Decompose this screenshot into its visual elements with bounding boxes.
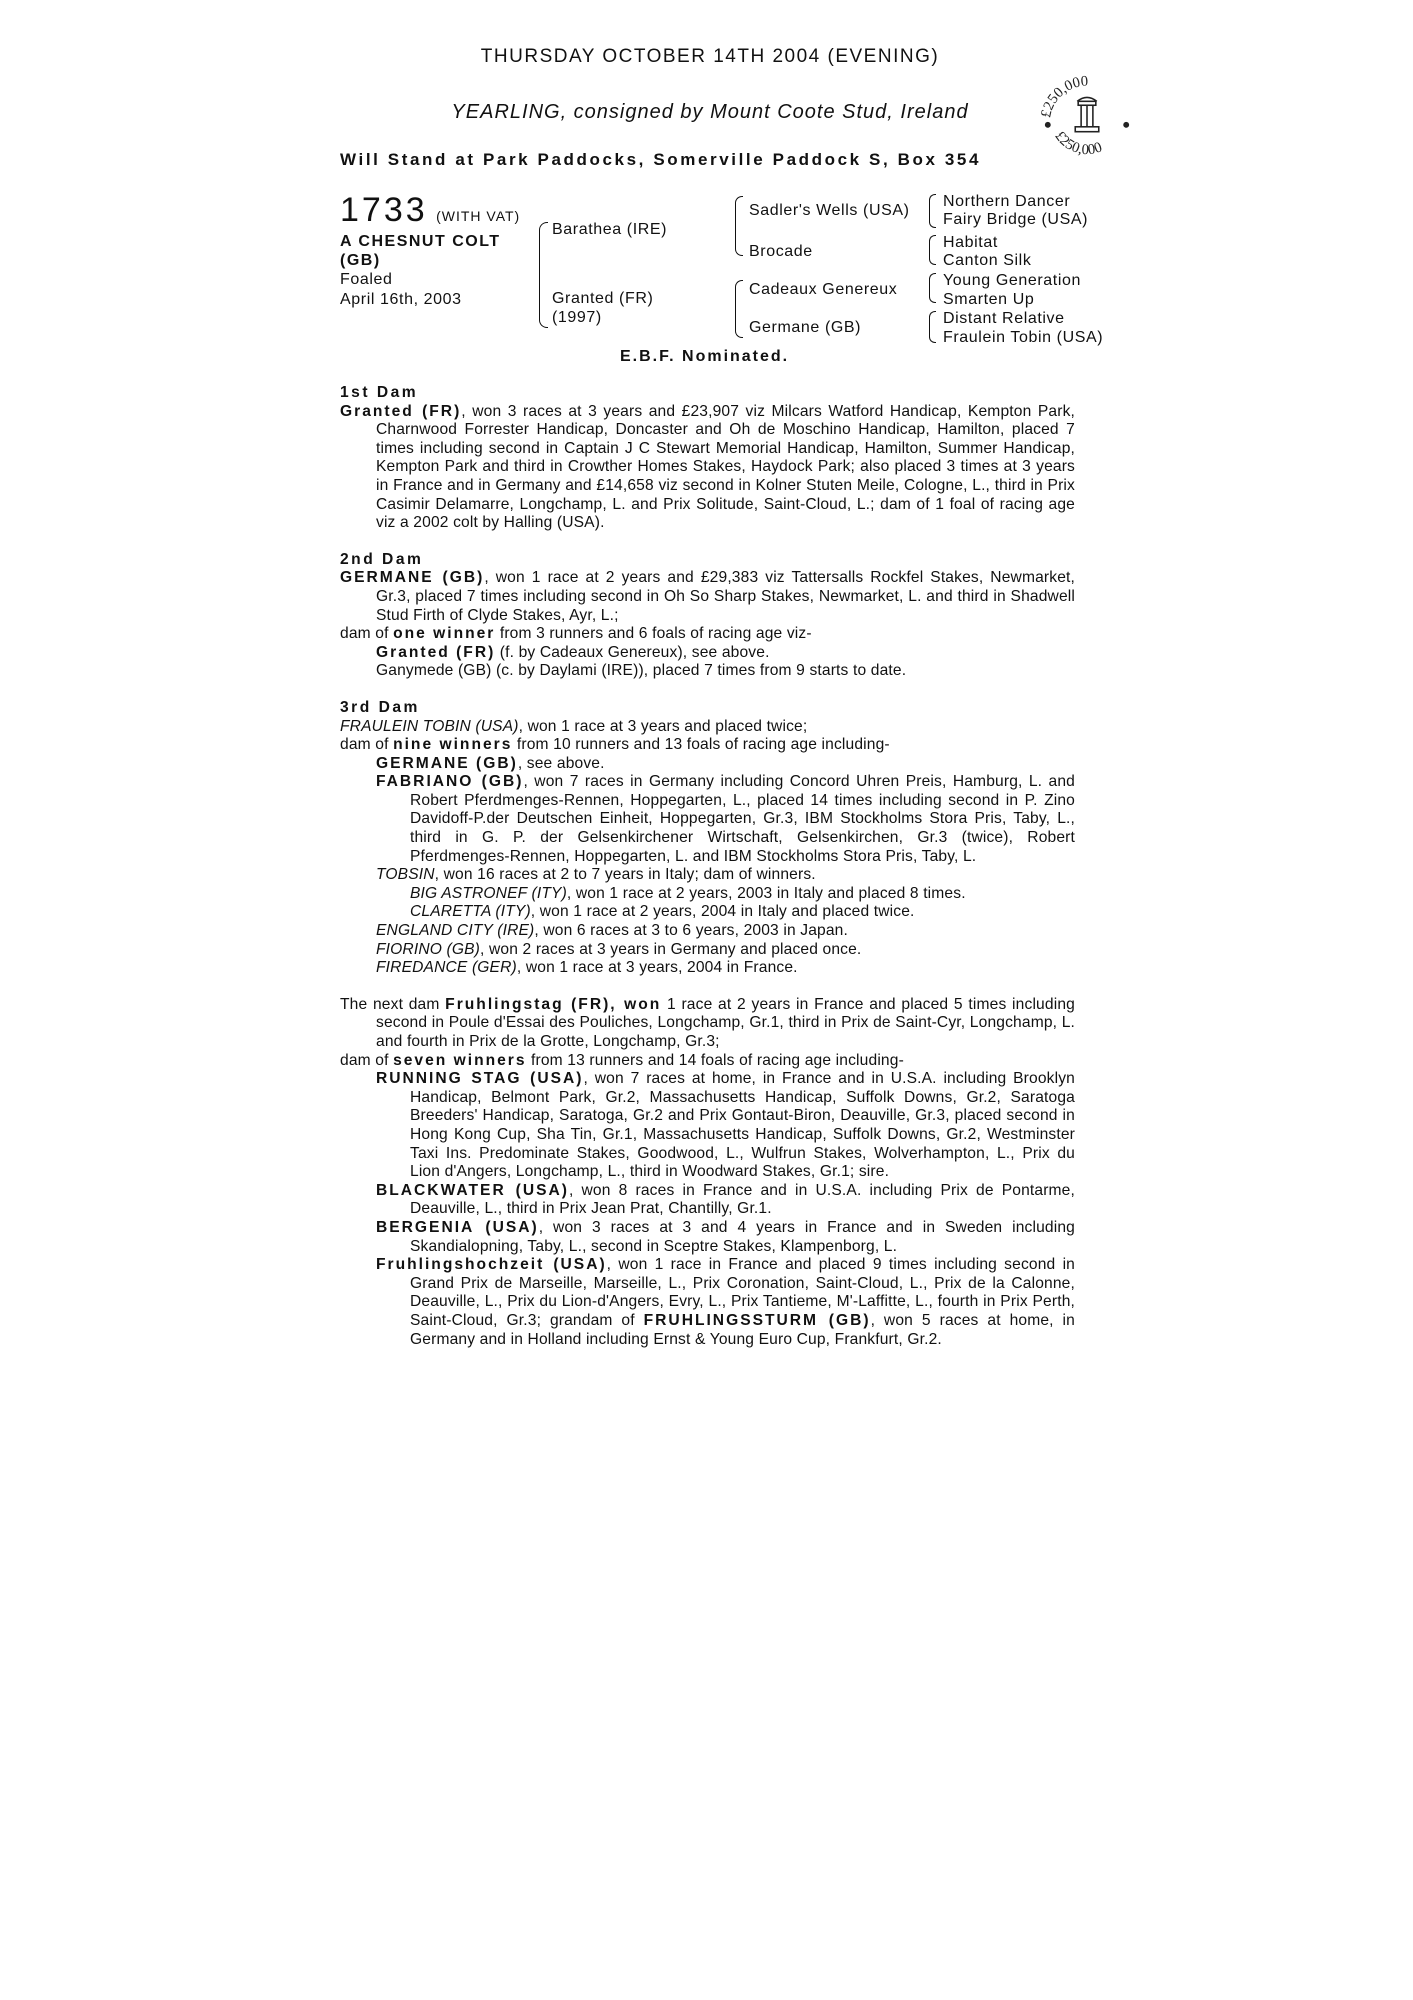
third-dam-heading: 3rd Dam — [340, 698, 420, 716]
first-dam-name: Granted (FR) — [340, 402, 462, 420]
price-badge — [1038, 68, 1136, 166]
produce-bergenia: BERGENIA (USA), won 3 races at 3 and 4 years in France and in Sweden including Skandialopning, Taby, L., second in Sceptre Stakes, Klampenborg, L. — [376, 1218, 1075, 1255]
pedigree-dam: Granted (FR) — [552, 290, 654, 307]
produce-big-astronef: BIG ASTRONEF (ITY), won 1 race at 2 years, 2003 in Italy and placed 8 times. — [410, 884, 966, 902]
first-dam-heading: 1st Dam — [340, 384, 419, 401]
pedigree-sire-sire: Sadler's Wells (USA) — [749, 202, 910, 219]
second-dam-text: , won 1 race at 2 years and £29,383 viz Tattersalls Rockfel Stakes, Newmarket, Gr.3, placed 7 times including second in Oh So Sharp Stakes, Newmarket, L. and third in Shadwell Stud Firth of Clyde Stakes, Ayr, L.; — [376, 569, 1075, 624]
second-dam-name: GERMANE (GB) — [340, 569, 485, 587]
first-dam-text: , won 3 races at 3 years and £23,907 viz Milcars Watford Handicap, Kempton Park, Charnwood Forrester Handicap, Doncaster and Oh de Moschino Handicap, Hamilton, placed 7 times including second in Captain J C Stewart Memorial Handicap, Hamilton, Summer Handicap, Kempton Park and third in Crowther Homes Stakes, Haydock Park; also placed 3 times at 3 years in France and in Germany and £14,658 viz second in Kolner Stuten Meile, Cologne, L., third in Prix Casimir Delamarre, Longchamp, L. and Prix Solitude, Saint-Cloud, L.; dam of 1 foal of racing age viz a 2002 colt by Halling (USA). — [376, 402, 1075, 532]
stand-location: Will Stand at Park Paddocks, Somerville Paddock S, Box 354 — [340, 150, 981, 169]
pedigree-sd-sire: Habitat — [943, 234, 998, 251]
pedigree-sire: Barathea (IRE) — [552, 221, 668, 238]
pedigree-dd-dam: Fraulein Tobin (USA) — [943, 329, 1104, 346]
pedigree-ss-sire: Northern Dancer — [943, 193, 1071, 210]
lot-description: A CHESNUT COLT (GB) — [340, 233, 501, 269]
produce-tobsin: TOBSIN, won 16 races at 2 to 7 years in Italy; dam of winners. — [376, 866, 816, 884]
sale-date: THURSDAY OCTOBER 14TH 2004 (EVENING) — [480, 46, 940, 67]
pedigree-sd-dam: Canton Silk — [943, 252, 1032, 269]
produce-fabriano: FABRIANO (GB), won 7 races in Germany including Concord Uhren Preis, Hamburg, L. and Robert Pferdmenges-Rennen, Hoppegarten, L., placed 14 times including second in P. Zino Davidoff-P.der Deutschen Einheit, Hoppegarten, Gr.3, IBM Stockholms Stora Pris, Taby, L., third in G. P. der Gelsenkirchener Wirtschaft, Gelsenkirchen, Gr.3 (twice), Robert Pferdmenges-Rennen, Hoppegarten, L. and IBM Stockholms Stora Pris, Taby, L. — [376, 773, 1075, 865]
second-dam-produce-item: Granted (FR) (f. by Cadeaux Genereux), see above. — [376, 643, 770, 661]
pedigree-ds-dam: Smarten Up — [943, 291, 1035, 308]
pedigree-brace-ds — [929, 273, 936, 303]
lot-vat: (WITH VAT) — [436, 208, 521, 224]
badge-top-text: £250,000 — [1038, 73, 1089, 120]
badge-bottom-text: £250,000 — [1051, 128, 1105, 159]
pedigree-dam-year: (1997) — [552, 309, 602, 326]
foaled-info — [340, 270, 462, 310]
pedigree-sire-dam: Brocade — [749, 243, 813, 260]
auction-rostrum-icon — [1075, 97, 1099, 131]
third-dam-name: FRAULEIN TOBIN (USA) — [340, 717, 519, 735]
consignment-line: YEARLING, consigned by Mount Coote Stud, Ireland — [451, 101, 969, 123]
pedigree-dam-dam: Germane (GB) — [749, 319, 862, 336]
second-dam-heading: 2nd Dam — [340, 550, 424, 568]
pedigree-ds-sire: Young Generation — [943, 272, 1082, 289]
first-dam-record — [340, 403, 1075, 533]
produce-blackwater: BLACKWATER (USA), won 8 races in France and in U.S.A. including Prix de Pontarme, Deauville, L., third in Prix Jean Prat, Chantilly, Gr.1. — [376, 1181, 1075, 1218]
pedigree-brace-dd — [929, 311, 936, 343]
produce-firedance: FIREDANCE (GER), won 1 race at 3 years, 2004 in France. — [376, 959, 798, 977]
foaled-label: Foaled — [340, 271, 393, 288]
third-dam-produce-line: dam of nine winners from 10 runners and 13 foals of racing age including- — [340, 736, 890, 754]
lot-number: 1733 — [340, 191, 428, 229]
next-dam-produce-line: dam of seven winners from 13 runners and 14 foals of racing age including- — [340, 1051, 904, 1069]
pedigree-brace-sd — [929, 235, 936, 265]
next-dam-name: Fruhlingstag (FR) — [445, 995, 611, 1013]
produce-running-stag: RUNNING STAG (USA), won 7 races at home, in France and in U.S.A. including Brooklyn Handicap, Belmont Park, Gr.2, Massachusetts Handicap, Suffolk Downs, Gr.2, Saratoga Breeders' Handicap, Saratoga, Gr.2 and Prix Gontaut-Biron, Deauville, Gr.3, placed second in Hong Kong Cup, Sha Tin, Gr.1, Massachusetts Handicap, Suffolk Downs, Gr.2, Westminster Taxi Ins. Predominate Stakes, Goodwood, L., Wulfrun Stakes, Wolverhampton, L., Prix du Lion d'Angers, Longchamp, L., third in Woodward Stakes, Gr.1; sire. — [376, 1070, 1075, 1181]
pedigree-brace-ss — [929, 194, 936, 228]
produce-fiorino: FIORINO (GB), won 2 races at 3 years in Germany and placed once. — [376, 940, 862, 958]
third-dam-record: FRAULEIN TOBIN (USA), won 1 race at 3 years and placed twice; — [340, 717, 808, 735]
produce-england-city: ENGLAND CITY (IRE), won 6 races at 3 to 6 years, 2003 in Japan. — [376, 922, 848, 940]
lot-heading — [340, 191, 520, 230]
foaled-date: April 16th, 2003 — [340, 291, 462, 308]
pedigree-dam-sire: Cadeaux Genereux — [749, 281, 898, 298]
second-dam-produce-item: Ganymede (GB) (c. by Daylami (IRE)), placed 7 times from 9 starts to date. — [376, 662, 907, 680]
pedigree-ss-dam: Fairy Bridge (USA) — [943, 211, 1089, 228]
ebf-nomination: E.B.F. Nominated. — [620, 348, 790, 365]
produce-germane: GERMANE (GB), see above. — [376, 754, 605, 772]
catalogue-body — [340, 384, 1075, 1349]
next-dam-record: The next dam Fruhlingstag (FR), won 1 race at 2 years in France and placed 5 times including second in Poule d'Essai des Pouliches, Longchamp, Gr.1, third in Prix de Saint-Cyr, Longchamp, L. and fourth in Prix de la Grotte, Longchamp, Gr.3; — [340, 995, 1075, 1050]
pedigree-brace-dam — [735, 280, 743, 338]
pedigree-dd-sire: Distant Relative — [943, 310, 1065, 327]
produce-fruhlingshochzeit: Fruhlingshochzeit (USA), won 1 race in France and placed 9 times including second in Grand Prix de Marseille, Marseille, L., Prix Coronation, Saint-Cloud, L., Prix de la Calonne, Deauville, L., Prix du Lion-d'Angers, Evry, L., Prix Tantieme, M'-Laffitte, L., fourth in Prix Perth, Saint-Cloud, Gr.3; grandam of FRUHLINGSSTURM (GB), won 5 races at home, in Germany and in Holland including Ernst & Young Euro Cup, Frankfurt, Gr.2. — [376, 1256, 1076, 1348]
pedigree-brace-parents — [539, 222, 548, 328]
second-dam-record — [340, 569, 1075, 625]
pedigree-brace-sire — [735, 196, 743, 256]
second-dam-produce-line: dam of one winner from 3 runners and 6 foals of racing age viz- — [340, 625, 812, 643]
produce-claretta: CLARETTA (ITY), won 1 race at 2 years, 2004 in Italy and placed twice. — [410, 903, 915, 921]
